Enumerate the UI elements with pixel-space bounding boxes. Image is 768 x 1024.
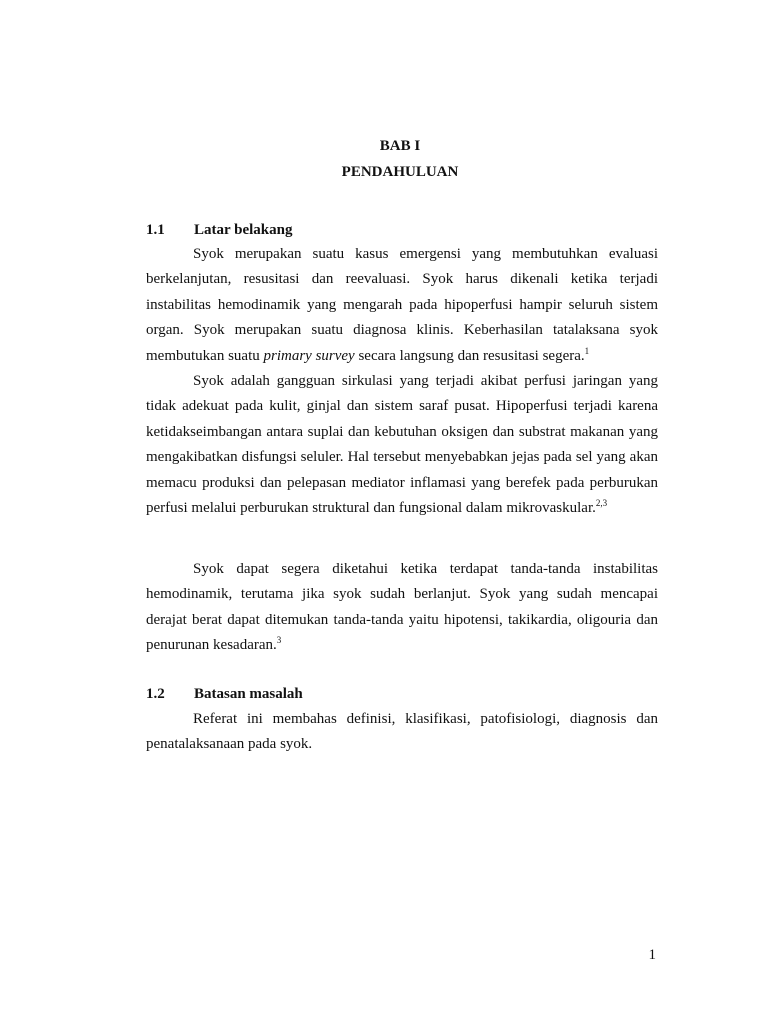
section-number: 1.1 [146, 222, 165, 238]
paragraph-3 [146, 557, 658, 659]
section-heading-1-1 [146, 222, 293, 239]
paragraph-text: Syok adalah gangguan sirkulasi yang terjadi akibat perfusi jaringan yang tidak adekuat pada kulit, ginjal dan sistem saraf pusat. Hipoperfusi terjadi karena ketidakseimbangan antara suplai dan kebutuhan oksigen dan substrat makanan yang mengakibatkan disfungsi seluler. Hal tersebut menyebabkan jejas pada sel yang akan memacu produksi dan pelepasan mediator inflamasi yang berefek pada perburukan perfusi melalui perburukan struktural dan fungsional dalam mikrovaskular. [146, 373, 658, 517]
paragraph-1 [146, 242, 658, 369]
section-title: Latar belakang [194, 222, 293, 238]
paragraph-4 [146, 707, 658, 758]
section-number: 1.2 [146, 686, 165, 702]
chapter-title: PENDAHULUAN [341, 164, 459, 180]
paragraph-2 [146, 369, 658, 521]
section-heading-1-2 [146, 686, 303, 703]
paragraph-text: Referat ini membahas definisi, klasifikasi, patofisiologi, diagnosis dan penatalaksanaan pada syok. [146, 711, 658, 753]
paragraph-text: Syok merupakan suatu kasus emergensi yang membutuhkan evaluasi berkelanjutan, resusitasi dan reevaluasi. Syok harus dikenali ketika terjadi instabilitas hemodinamik yang mengarah pada hipoperfusi hampir seluruh sistem organ. Syok merupakan suatu diagnosa klinis. Keberhasilan tatalaksana syok membutukan suatu [146, 246, 658, 364]
paragraph-text: Syok dapat segera diketahui ketika terdapat tanda-tanda instabilitas hemodinamik, terutama jika syok sudah berlanjut. Syok yang sudah mencapai derajat berat dapat ditemukan tanda-tanda yaitu hipotensi, takikardia, oligouria dan penurunan kesadaran. [146, 561, 658, 654]
citation-ref: 1 [584, 345, 590, 356]
section-title: Batasan masalah [194, 686, 303, 702]
citation-ref: 3 [276, 635, 282, 646]
paragraph-italic-term: primary survey [263, 347, 355, 364]
chapter-label: BAB I [379, 138, 421, 154]
paragraph-text: secara langsung dan resusitasi segera. [358, 347, 585, 364]
citation-ref: 2,3 [595, 498, 608, 509]
page-number: 1 [648, 947, 656, 963]
